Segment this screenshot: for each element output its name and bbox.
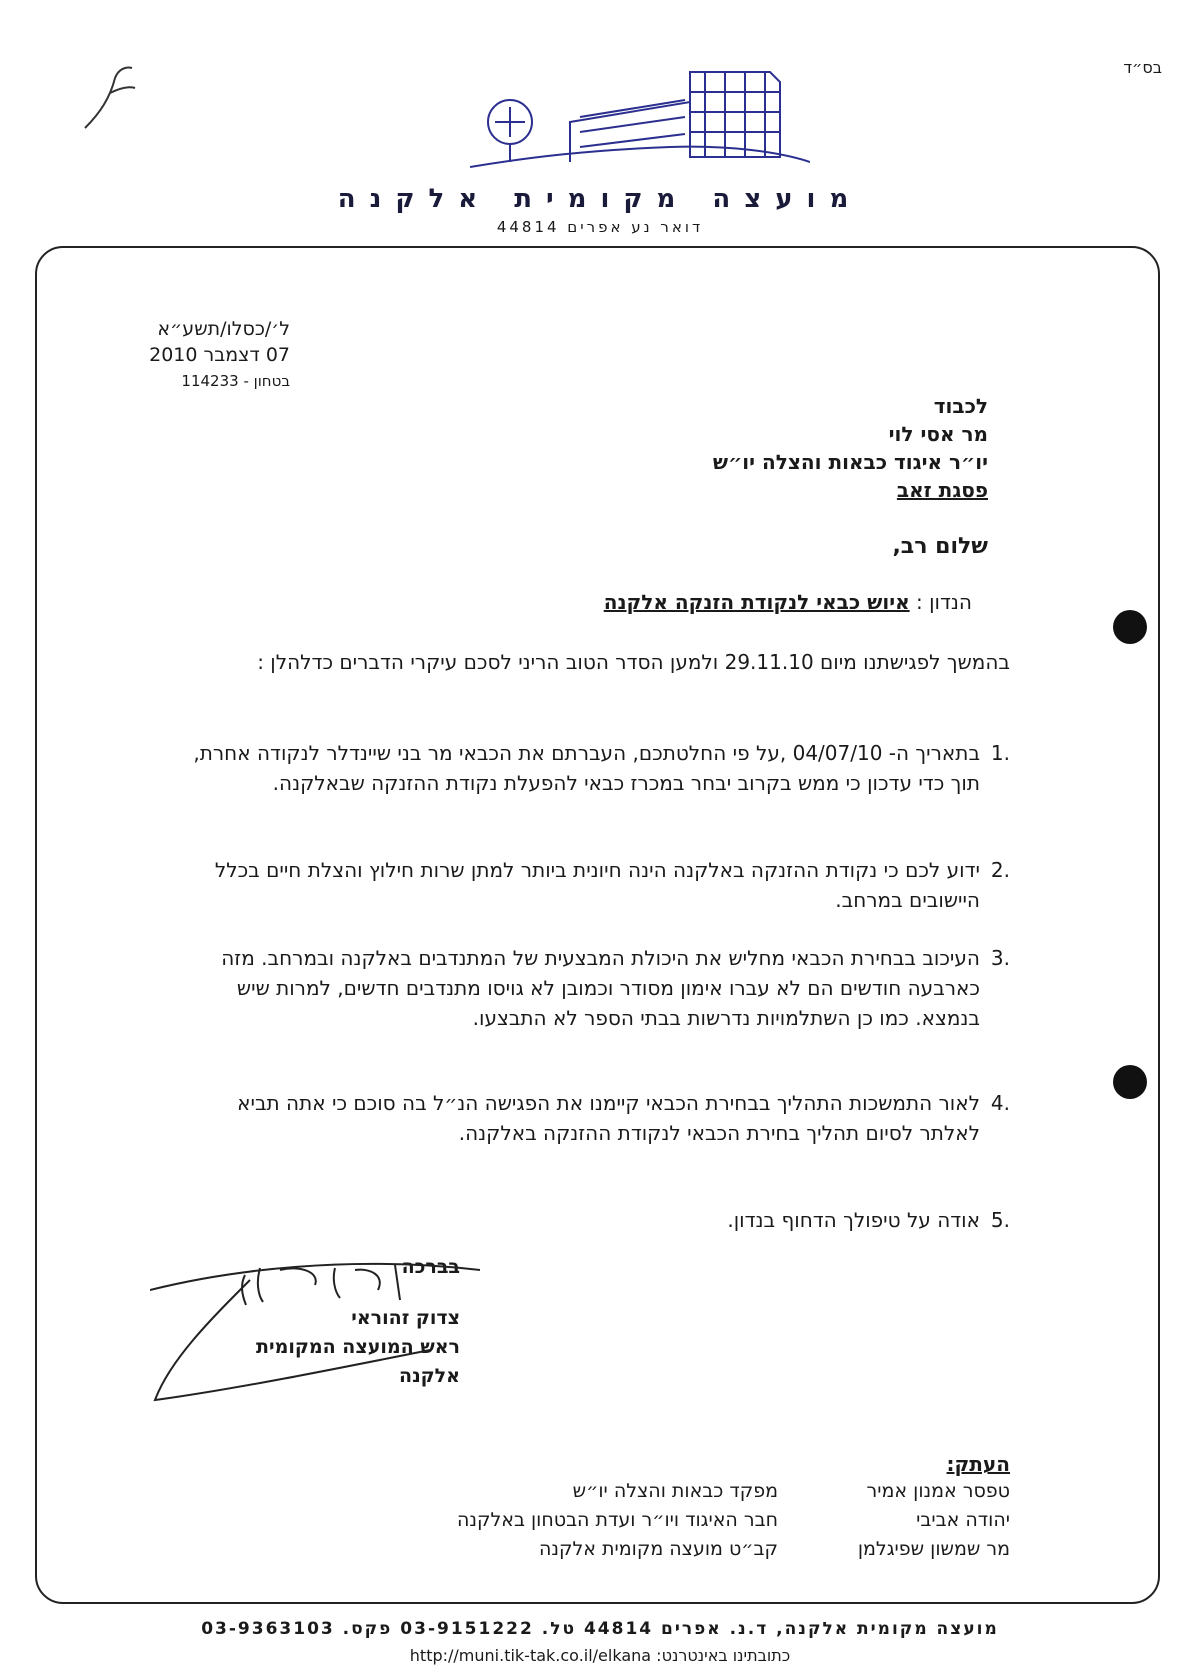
hebrew-date: ל׳/כסלו/תשע״א [157, 318, 290, 340]
handwritten-signature [150, 1250, 490, 1410]
footer-web [0, 1646, 1200, 1665]
list-item [180, 1088, 1010, 1148]
signature-closing: בברכה [401, 1256, 460, 1278]
signatory-name: צדוק זהוראי [351, 1307, 460, 1329]
organization-address: דואר נע אפרים 44814 [496, 218, 704, 236]
subject-line [604, 590, 972, 614]
cc-recipient-role: קב״ט מועצה מקומית אלקנה [538, 1538, 778, 1560]
list-item-number: 3. [990, 946, 1010, 970]
subject-text: איוש כבאי לנקודת הזנקה אלקנה [603, 590, 910, 614]
list-item-number: 2. [990, 858, 1010, 882]
cc-recipient-name: טפסר אמנון אמיר [866, 1480, 1010, 1502]
cc-recipient-name: יהודה אביבי [916, 1509, 1010, 1531]
list-item-text: לאור התמשכות התהליך בבחירת הכבאי קיימנו את הפגישה הנ״ל בה סוכם כי אתה תביא לאלתר לסיום תהליך בחירת הכבאי לנקודת ההזנקה באלקנה. [237, 1091, 980, 1145]
punch-hole [1113, 610, 1147, 644]
signatory-place: אלקנה [399, 1365, 460, 1387]
addressee-name: מר אסי לוי [888, 422, 988, 446]
cc-title: העתק: [946, 1452, 1010, 1476]
cc-recipient-role: חבר האיגוד ויו״ר ועדת הבטחון באלקנה [456, 1509, 778, 1531]
addressee-title: יו״ר איגוד כבאות והצלה יו״ש [712, 450, 988, 474]
list-item [180, 943, 1010, 1033]
list-item-number: 4. [990, 1091, 1010, 1115]
list-item-text: אודה על טיפולך הדחוף בנדון. [727, 1208, 980, 1232]
subject-label: הנדון : [909, 590, 972, 614]
bsd-mark: בס״ד [1123, 58, 1162, 77]
list-item-text: העיכוב בבחירת הכבאי מחליש את היכולת המבצעית של המתנדבים באלקנה ובמרחב. מזה כארבעה חודשים הם לא עברו אימון מסודר וכמובן לא גויסו מתנדבים חדשים, למרות שיש בנמצא. כמו כן השתלמויות נדרשות בבתי הספר לא התבצעו. [221, 946, 980, 1030]
list-item [180, 738, 1010, 798]
footer-web-label: כתובתינו באינטרנט: [656, 1646, 791, 1665]
list-item [180, 1205, 1010, 1235]
list-item [180, 855, 1010, 915]
greeting: שלום רב, [892, 534, 988, 559]
intro-paragraph: בהמשך לפגישתנו מיום 29.11.10 ולמען הסדר הטוב הריני לסכם עיקרי הדברים כדלהלן : [257, 650, 1010, 674]
cc-recipient-name: מר שמשון שפיגלמן [857, 1538, 1010, 1560]
council-logo-icon [470, 62, 810, 182]
list-item-number: 5. [990, 1208, 1010, 1232]
addressee-location: פסגת זאב [896, 478, 988, 502]
punch-hole [1113, 1065, 1147, 1099]
list-item-text: ידוע לכם כי נקודת ההזנקה באלקנה הינה חיונית ביותר למתן שרות חילוץ והצלת חיים בכלל היישובים במרחב. [214, 858, 980, 912]
addressee-line: לכבוד [933, 394, 988, 418]
list-item-number: 1. [990, 741, 1010, 765]
list-item-text: בתאריך ה- 04/07/10 ,על פי החלטתכם, העברתם את הכבאי מר בני שיינדלר לנקודה אחרת, תוך כדי עדכון כי ממש בקרוב יבחר במכרז כבאי להפעלת נקודת ההזנקה שבאלקנה. [193, 741, 980, 795]
handwritten-annotation [80, 58, 140, 138]
cc-recipient-role: מפקד כבאות והצלה יו״ש [572, 1480, 778, 1502]
organization-name: מועצה מקומית אלקנה [337, 184, 863, 214]
footer-contact: מועצה מקומית אלקנה, ד.נ. אפרים 44814 טל. 03-9151222 פקס. 03-9363103 [201, 1619, 999, 1639]
reference-number: בטחון - 114233 [181, 372, 290, 390]
footer-web-link[interactable]: http://muni.tik-tak.co.il/elkana [409, 1646, 652, 1665]
gregorian-date: 07 דצמבר 2010 [149, 344, 290, 366]
signatory-title: ראש המועצה המקומית [256, 1336, 460, 1358]
